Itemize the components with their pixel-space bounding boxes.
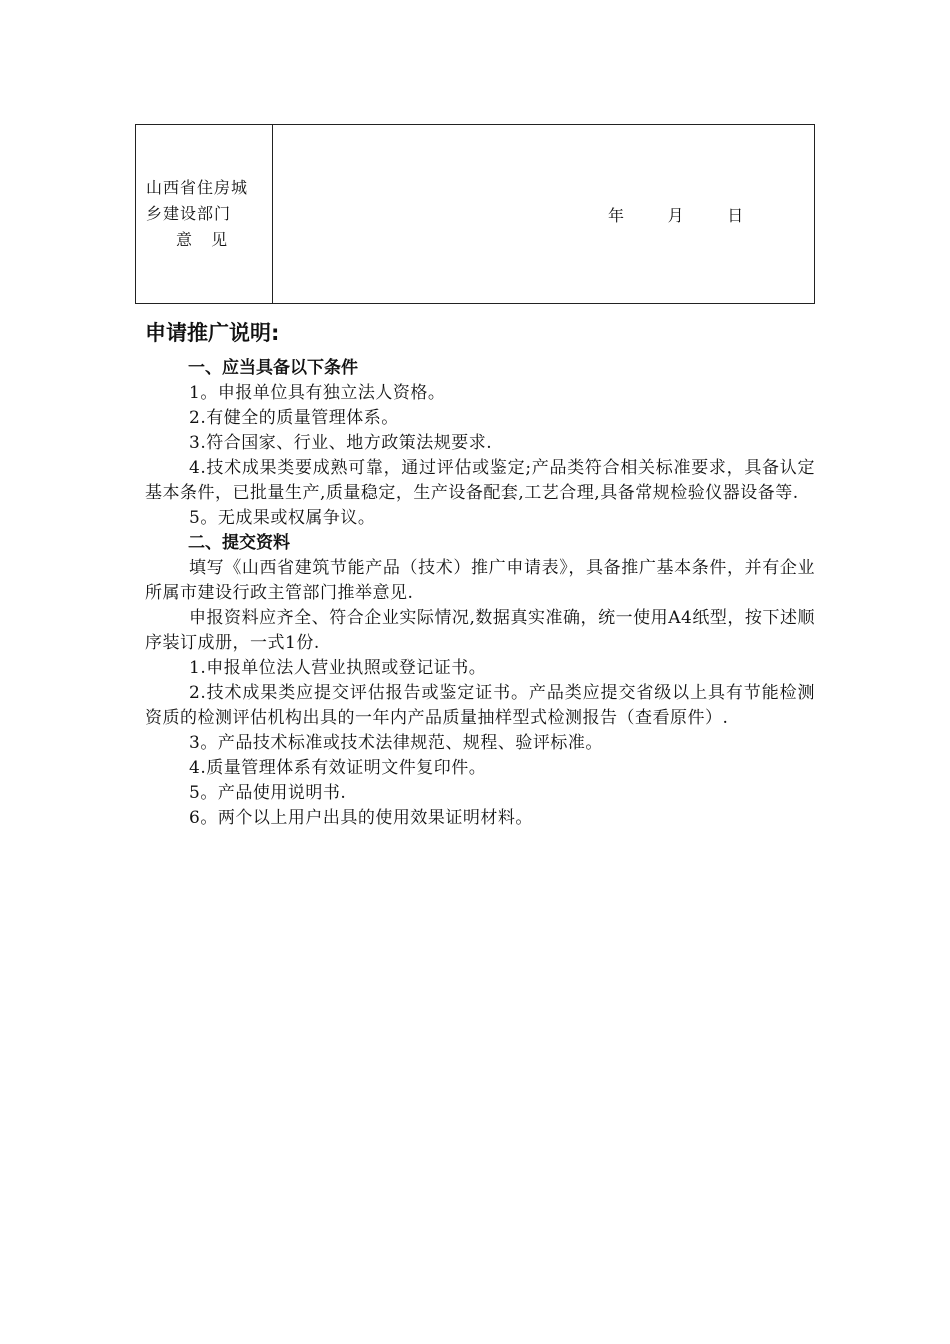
condition-item-4: 4.技术成果类要成熟可靠，通过评估或鉴定;产品类符合相关标准要求，具备认定基本条件，已批量生产,质量稳定，生产设备配套,工艺合理,具备常规检验仪器设备等. — [145, 458, 815, 503]
condition-item-2: 2.有健全的质量管理体系。 — [189, 408, 399, 428]
department-label-cell — [136, 125, 273, 304]
month-label: 月 — [667, 206, 685, 225]
instructions-heading: 申请推广说明: — [145, 321, 280, 345]
opinion-row — [136, 125, 815, 304]
date-line — [608, 203, 744, 226]
submission-item-1: 1.申报单位法人营业执照或登记证书。 — [189, 658, 487, 678]
condition-item-5: 5。无成果或权属争议。 — [189, 508, 376, 528]
day-label: 日 — [727, 206, 745, 225]
submission-paragraph-2: 申报资料应齐全、符合企业实际情况,数据真实准确，统一使用A4纸型，按下述顺序装订成册，一式1份. — [145, 608, 815, 653]
section1-title: 一、应当具备以下条件 — [188, 358, 358, 378]
submission-item-4: 4.质量管理体系有效证明文件复印件。 — [189, 758, 487, 778]
section2-title: 二、提交资料 — [188, 533, 290, 553]
department-label-line1: 山西省住房城 — [146, 178, 249, 197]
year-label: 年 — [608, 206, 626, 225]
department-label-line2: 乡建设部门 — [146, 204, 232, 223]
submission-item-2: 2.技术成果类应提交评估报告或鉴定证书。产品类应提交省级以上具有节能检测资质的检测评估机构出具的一年内产品质量抽样型式检测报告（查看原件）. — [145, 683, 815, 728]
opinion-label: 意 见 — [176, 230, 229, 249]
condition-item-1: 1。申报单位具有独立法人资格。 — [189, 383, 446, 403]
submission-paragraph-1: 填写《山西省建筑节能产品（技术）推广申请表》，具备推广基本条件，并有企业所属市建设行政主管部门推举意见. — [145, 558, 815, 603]
instructions-section — [145, 316, 815, 831]
condition-item-3: 3.符合国家、行业、地方政策法规要求. — [189, 433, 493, 453]
opinion-table — [135, 124, 815, 304]
submission-item-3: 3。产品技术标准或技术法律规范、规程、验评标准。 — [189, 733, 603, 753]
opinion-content-cell — [273, 125, 815, 304]
submission-item-6: 6。两个以上用户出具的使用效果证明材料。 — [189, 808, 533, 828]
submission-item-5: 5。产品使用说明书. — [189, 783, 347, 803]
